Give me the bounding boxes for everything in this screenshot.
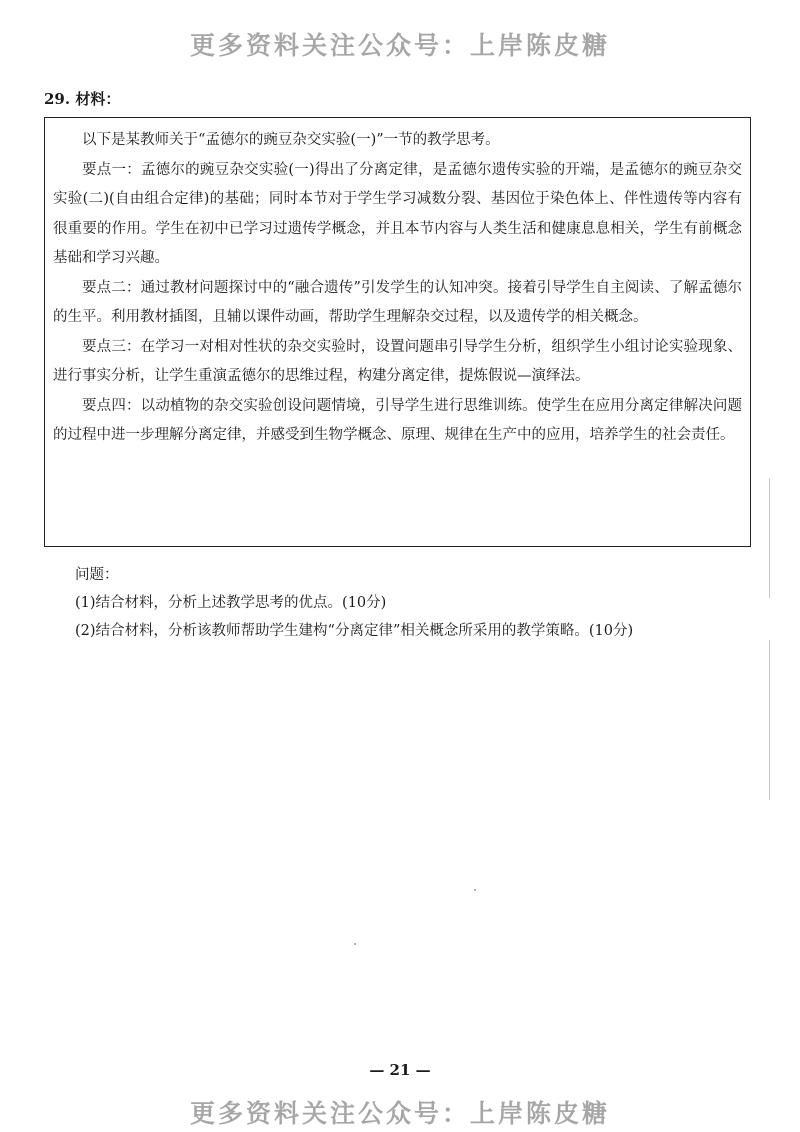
material-box bbox=[44, 117, 751, 547]
material-point-4: 要点四：以动植物的杂交实验创设问题情境，引导学生进行思维训练。使学生在应用分离定律解决问题的过程中进一步理解分离定律，并感受到生物学概念、原理、规律在生产中的应用，培养学生的社会责任。 bbox=[53, 397, 742, 443]
material-point-3: 要点三：在学习一对相对性状的杂交实验时，设置问题串引导学生分析，组织学生小组讨论实验现象、进行事实分析，让学生重演孟德尔的思维过程，构建分离定律，提炼假说—演绎法。 bbox=[53, 338, 742, 384]
material-point-2: 要点二：通过教材问题探讨中的“融合遗传”引发学生的认知冲突。接着引导学生自主阅读、了解孟德尔的生平。利用教材插图，且辅以课件动画，帮助学生理解杂交过程，以及遗传学的相关概念。 bbox=[53, 279, 742, 325]
questions-section bbox=[75, 561, 765, 645]
scan-artifact-line bbox=[769, 478, 770, 598]
material-intro: 以下是某教师关于“孟德尔的豌豆杂交实验(一)”一节的教学思考。 bbox=[82, 132, 500, 148]
scan-artifact-dot bbox=[474, 889, 476, 891]
scan-artifact-dot bbox=[354, 943, 356, 945]
questions-label: 问题： bbox=[75, 567, 119, 583]
material-point-1: 要点一：孟德尔的豌豆杂交实验(一)得出了分离定律，是孟德尔遗传实验的开端，是孟德尔的豌豆杂交实验(二)(自由组合定律)的基础；同时本节对于学生学习减数分裂、基因位于染色体上、伴性遗传等内容有很重要的作用。学生在初中已学习过遗传学概念，并且本节内容与人类生活和健康息息相关，学生有前概念基础和学习兴趣。 bbox=[53, 161, 742, 266]
question-title: 29. 材料： bbox=[44, 90, 121, 108]
page-number: — 21 — bbox=[369, 1061, 431, 1079]
scan-artifact-line bbox=[769, 640, 770, 800]
watermark-bottom: 更多资料关注公众号：上岸陈皮糖 bbox=[189, 1099, 610, 1128]
question-2: (2)结合材料，分析该教师帮助学生建构“分离定律”相关概念所采用的教学策略。(10分) bbox=[75, 623, 634, 639]
watermark-top: 更多资料关注公众号：上岸陈皮糖 bbox=[189, 31, 610, 60]
question-1: (1)结合材料，分析上述教学思考的优点。(10分) bbox=[75, 595, 387, 611]
